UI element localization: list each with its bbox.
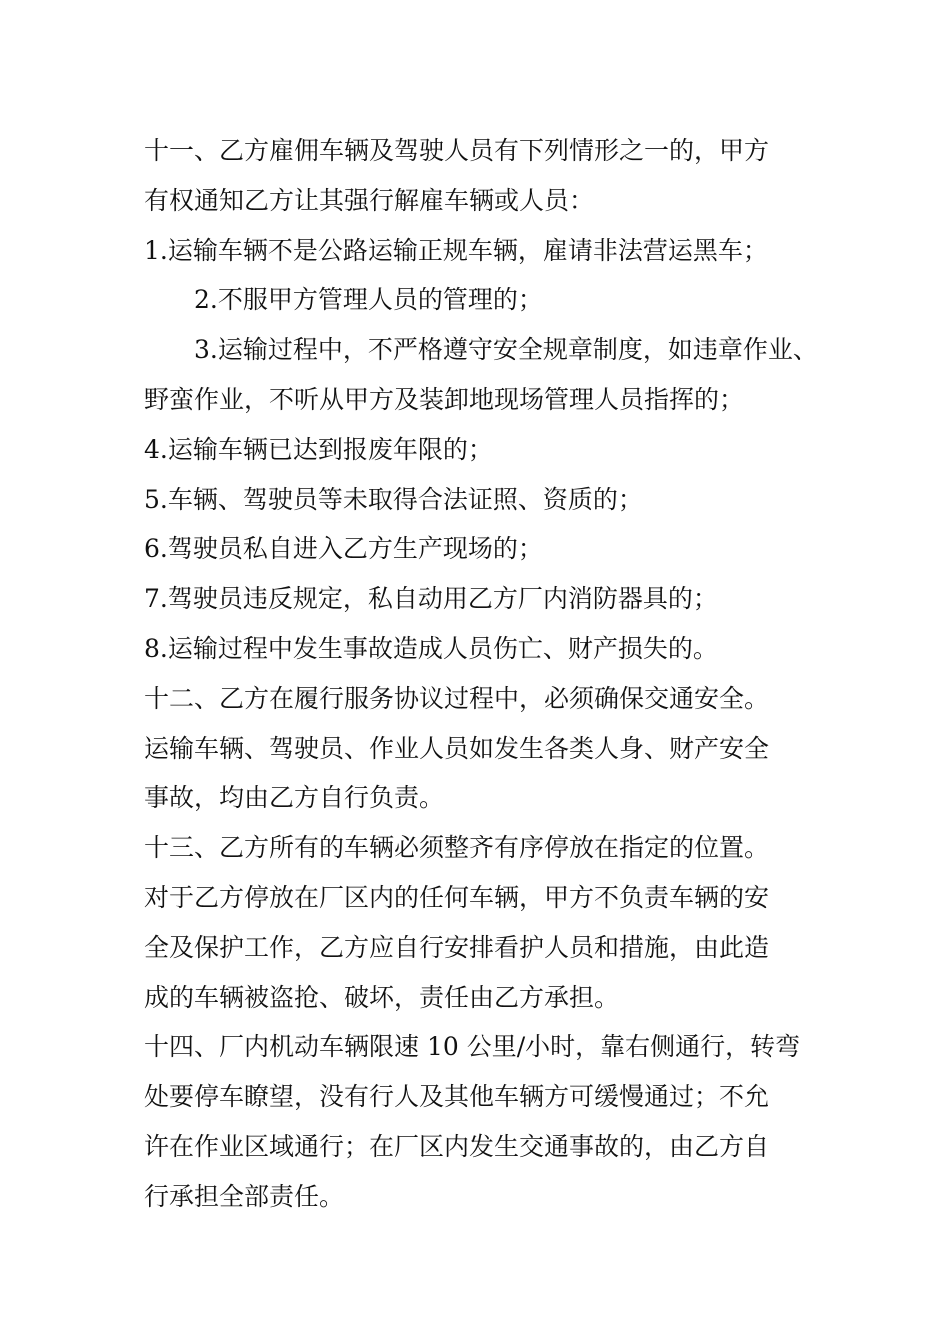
- text-line: 对于乙方停放在厂区内的任何车辆，甲方不负责车辆的安: [144, 882, 770, 912]
- text-line: 全及保护工作，乙方应自行安排看护人员和措施，由此造: [144, 932, 770, 962]
- text-line: 有权通知乙方让其强行解雇车辆或人员：: [144, 185, 595, 215]
- text-line: 7.驾驶员违反规定，私自动用乙方厂内消防器具的；: [144, 584, 718, 614]
- text-line: 6.驾驶员私自进入乙方生产现场的；: [144, 534, 543, 564]
- document-body: [144, 126, 834, 1222]
- text-line: 行承担全部责任。: [144, 1181, 345, 1211]
- text-line: 许在作业区域通行；在厂区内发生交通事故的，由乙方自: [144, 1131, 770, 1161]
- text-line: 1.运输车辆不是公路运输正规车辆，雇请非法营运黑车；: [144, 235, 768, 265]
- text-line: 处要停车瞭望，没有行人及其他车辆方可缓慢通过；不允: [144, 1082, 770, 1112]
- text-line: 十二、乙方在履行服务协议过程中，必须确保交通安全。: [144, 683, 770, 713]
- text-line: 3.运输过程中，不严格遵守安全规章制度，如违章作业、: [194, 335, 818, 365]
- text-line: 事故，均由乙方自行负责。: [144, 783, 445, 813]
- text-line: 十一、乙方雇佣车辆及驾驶人员有下列情形之一的，甲方: [144, 136, 770, 165]
- text-line: 2.不服甲方管理人员的管理的；: [194, 285, 543, 315]
- text-line: 十三、乙方所有的车辆必须整齐有序停放在指定的位置。: [144, 833, 770, 863]
- text-line: 运输车辆、驾驶员、作业人员如发生各类人身、财产安全: [144, 733, 770, 763]
- text-line: 8.运输过程中发生事故造成人员伤亡、财产损失的。: [144, 633, 718, 663]
- text-line: 4.运输车辆已达到报废年限的；: [144, 434, 493, 464]
- text-line: 十四、厂内机动车辆限速 10 公里/小时，靠右侧通行，转弯: [144, 1032, 801, 1062]
- text-line: 野蛮作业，不听从甲方及装卸地现场管理人员指挥的；: [144, 384, 745, 414]
- text-line: 5.车辆、驾驶员等未取得合法证照、资质的；: [144, 484, 643, 514]
- text-line: 成的车辆被盗抢、破坏，责任由乙方承担。: [144, 982, 620, 1012]
